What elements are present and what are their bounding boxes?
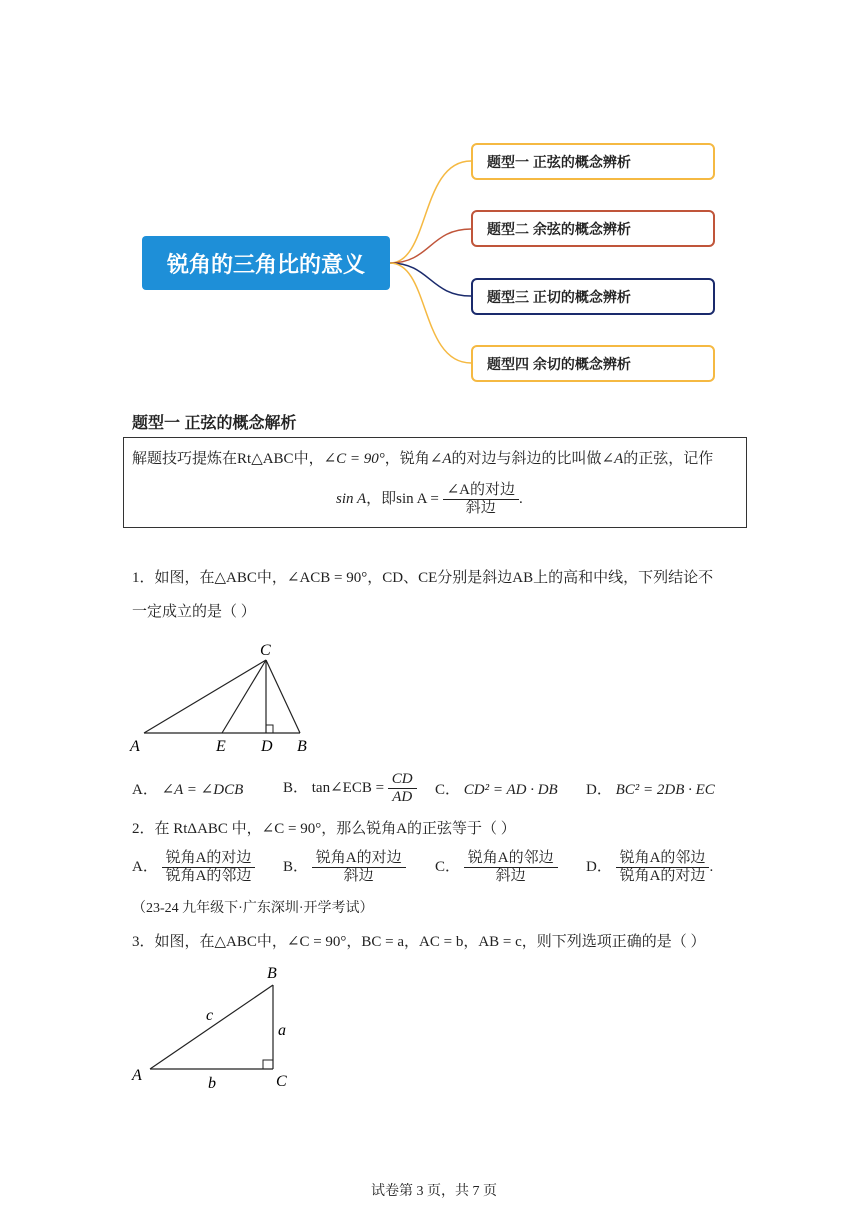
right-angle-mark xyxy=(263,1060,273,1069)
section-title: 题型一 正弦的概念解析 xyxy=(132,415,297,432)
label-d: D xyxy=(261,738,273,755)
option-key: A． xyxy=(132,858,158,875)
connector-3 xyxy=(390,263,471,296)
option-fraction xyxy=(162,851,256,884)
q3-source: （23-24 九年级下·广东深圳·开学考试） xyxy=(132,901,374,916)
fraction-numerator: 锐角A的对边 xyxy=(312,851,406,868)
q1-stem-line-1: 1．如图，在△ABC中，∠ACB = 90°，CD、CE分别是斜边AB上的高和中线，下列结论不 xyxy=(132,570,714,586)
connector-1 xyxy=(390,161,471,263)
tip-rt-abc: Rt△ABC xyxy=(237,451,294,467)
fraction-numerator: 锐角A的邻边 xyxy=(464,851,558,868)
q2-option-d xyxy=(586,851,713,884)
q2-stem: 2．在 RtΔABC 中，∠C = 90°，那么锐角A的正弦等于（ ） xyxy=(132,821,516,837)
tip-text: ，锐角 xyxy=(384,451,430,467)
mindmap-branch-2: 题型二 余弦的概念辨析 xyxy=(471,210,715,247)
segment-cb xyxy=(266,660,300,733)
tip-text: 的对边与斜边的比叫做 xyxy=(451,451,602,467)
q1-stem-line-2: 一定成立的是（ ） xyxy=(132,604,256,620)
tip-line-1 xyxy=(132,452,713,467)
tip-text: 的正弦，记作 xyxy=(623,451,714,467)
fraction-numerator: 锐角A的邻边 xyxy=(616,851,710,868)
q3-stem: 3．如图，在△ABC中，∠C = 90°，BC = a，AC = b，AB = c，则下列选项正确的是（ ） xyxy=(132,934,706,950)
tip-angle-c: ∠C = 90° xyxy=(323,451,385,467)
q2-option-c xyxy=(435,851,558,884)
option-fraction xyxy=(312,851,406,884)
tip-box xyxy=(123,437,747,528)
mindmap-branch-4: 题型四 余切的概念辨析 xyxy=(471,345,715,382)
segment-ce xyxy=(222,660,266,733)
mindmap-branch-3: 题型三 正切的概念辨析 xyxy=(471,278,715,315)
fraction-denominator: 斜边 xyxy=(495,868,526,884)
tip-text: ，即 xyxy=(366,490,397,507)
fraction-numerator: 锐角A的对边 xyxy=(162,851,256,868)
tip-angle-a: ∠A xyxy=(601,451,624,467)
label-c: C xyxy=(260,642,271,659)
label-a: A xyxy=(132,1067,142,1084)
option-key: A． xyxy=(132,782,158,798)
label-a: A xyxy=(130,738,140,755)
label-e: E xyxy=(216,738,226,755)
right-angle-mark xyxy=(266,725,273,733)
option-value: CD² = AD · DB xyxy=(463,782,558,798)
q1-option-d xyxy=(586,783,715,798)
label-a-side: a xyxy=(278,1022,286,1039)
fraction-numerator: CD xyxy=(388,772,417,789)
connector-2 xyxy=(390,229,471,263)
tip-lead: 解题技巧提炼在 xyxy=(132,451,238,467)
label-c-side: c xyxy=(206,1007,214,1024)
tip-line-2 xyxy=(336,483,523,516)
page-footer: 试卷第 3 页，共 7 页 xyxy=(371,1184,497,1199)
label-b: B xyxy=(267,965,277,982)
q2-option-a xyxy=(132,851,255,884)
q1-figure xyxy=(128,638,328,758)
segment-ab xyxy=(150,985,273,1069)
tip-angle-a: ∠A xyxy=(429,451,452,467)
tip-text: 中， xyxy=(293,451,324,467)
fraction-denominator: AD xyxy=(392,789,413,805)
option-key: B． xyxy=(283,779,309,796)
label-b-side: b xyxy=(208,1075,216,1092)
fraction-numerator: ∠A的对边 xyxy=(443,483,519,500)
q1-option-c xyxy=(435,783,558,798)
fraction-denominator: 锐角A的邻边 xyxy=(165,868,252,884)
option-fraction xyxy=(464,851,558,884)
q1-option-b xyxy=(283,772,417,805)
tip-sin-a: sin A xyxy=(336,490,367,507)
label-b: B xyxy=(297,738,307,755)
segment-ac xyxy=(144,660,266,733)
option-fraction xyxy=(616,851,710,884)
fraction-denominator: 斜边 xyxy=(465,500,496,516)
option-tail: . xyxy=(709,858,714,875)
option-key: D． xyxy=(586,858,612,875)
label-c: C xyxy=(276,1073,287,1090)
q2-option-b xyxy=(283,851,406,884)
tip-period: . xyxy=(518,490,523,507)
q1-option-a xyxy=(132,783,243,798)
option-b-fraction xyxy=(388,772,417,805)
tip-sin-eq: sin A = xyxy=(396,490,439,507)
option-key: B． xyxy=(283,858,309,875)
q3-figure xyxy=(128,960,308,1095)
tip-fraction xyxy=(443,483,519,516)
mindmap-root: 锐角的三角比的意义 xyxy=(142,236,390,290)
option-key: D． xyxy=(586,782,612,798)
fraction-denominator: 锐角A的对边 xyxy=(619,868,706,884)
option-key: C． xyxy=(435,858,461,875)
mindmap-branch-1: 题型一 正弦的概念辨析 xyxy=(471,143,715,180)
connector-4 xyxy=(390,263,471,363)
mindmap-connectors xyxy=(0,0,868,400)
option-value: BC² = 2DB · EC xyxy=(615,782,715,798)
option-value: tan∠ECB = xyxy=(311,779,385,796)
option-key: C． xyxy=(435,782,461,798)
option-value: ∠A = ∠DCB xyxy=(161,782,244,798)
fraction-denominator: 斜边 xyxy=(343,868,374,884)
